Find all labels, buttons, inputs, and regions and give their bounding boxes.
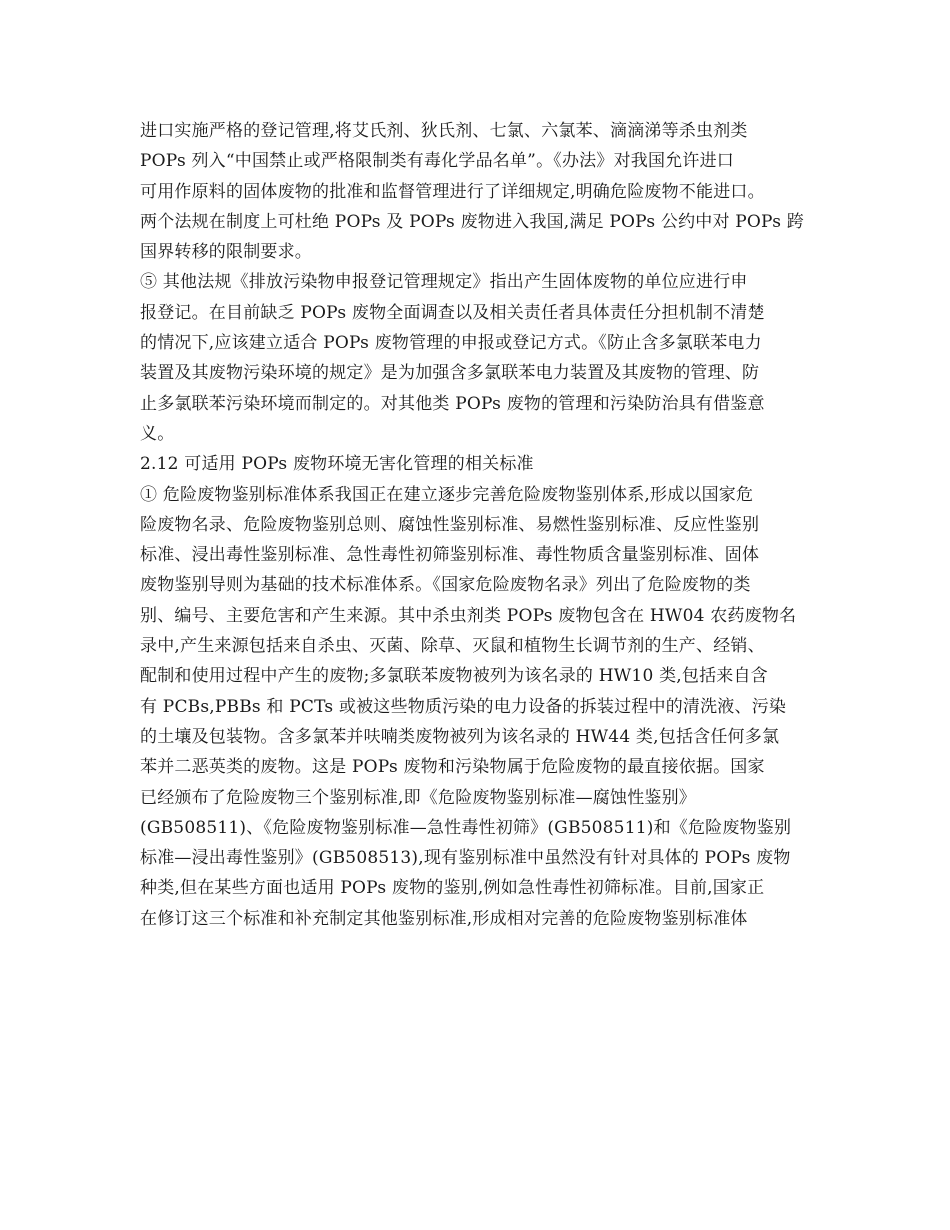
text-line: 苯并二恶英类的废物。这是 POPs 废物和污染物属于危险废物的最直接依据。国家 [140,757,765,778]
text-line: 进口实施严格的登记管理,将艾氏剂、狄氏剂、七氯、六氯苯、滴滴涕等杀虫剂类 [140,121,748,141]
text-line: 两个法规在制度上可杜绝 POPs 及 POPs 废物进入我国,满足 POPs 公约中对 POPs 跨 [140,211,804,232]
text-line: 标准—浸出毒性鉴别》(GB508513),现有鉴别标准中虽然没有针对具体的 POPs 废物 [140,848,791,869]
text-line: 的情况下,应该建立适合 POPs 废物管理的申报或登记方式。《防止含多氯联苯电力 [140,333,762,354]
text-line: 装置及其废物污染环境的规定》是为加强含多氯联苯电力装置及其废物的管理、防 [140,363,760,384]
text-line: 录中,产生来源包括来自杀虫、灭菌、除草、灭鼠和植物生长调节剂的生产、经销、 [140,636,765,657]
subsection-1-heading-line: ① 危险废物鉴别标准体系我国正在建立逐步完善危险废物鉴别体系,形成以国家危 [140,484,754,505]
text-line: 标准、浸出毒性鉴别标准、急性毒性初筛鉴别标准、毒性物质含量鉴别标准、固体 [140,545,760,566]
text-line: (GB508511)、《危险废物鉴别标准—急性毒性初筛》(GB508511)和《危险废物鉴别 [140,817,792,838]
text-line: 废物鉴别导则为基础的技术标准体系。《国家危险废物名录》列出了危险废物的类 [140,575,751,596]
text-line: 国界转移的限制要求。 [140,242,312,263]
text-line: 险废物名录、危险废物鉴别总则、腐蚀性鉴别标准、易燃性鉴别标准、反应性鉴别 [140,514,760,535]
section-heading-2-12: 2.12 可适用 POPs 废物环境无害化管理的相关标准 [140,454,534,475]
text-line: 有 PCBs,PBBs 和 PCTs 或被这些物质污染的电力设备的拆装过程中的清洗液、污染 [140,696,787,717]
text-line: 可用作原料的固体废物的批准和监督管理进行了详细规定,明确危险废物不能进口。 [140,181,765,202]
document-body [140,116,830,934]
text-line: 别、编号、主要危害和产生来源。其中杀虫剂类 POPs 废物包含在 HW04 农药废物名 [140,605,797,626]
text-line: 止多氯联苯污染环境而制定的。对其他类 POPs 废物的管理和污染防治具有借鉴意 [140,393,765,414]
text-line: POPs 列入“中国禁止或严格限制类有毒化学品名单”。《办法》对我国允许进口 [140,151,734,172]
text-line: 在修订这三个标准和补充制定其他鉴别标准,形成相对完善的危险废物鉴别标准体 [140,908,748,929]
text-line: 种类,但在某些方面也适用 POPs 废物的鉴别,例如急性毒性初筛标准。目前,国家正 [140,878,765,899]
text-line: 报登记。在目前缺乏 POPs 废物全面调查以及相关责任者具体责任分担机制不清楚 [140,302,765,323]
text-line: 已经颁布了危险废物三个鉴别标准,即《危险废物鉴别标准—腐蚀性鉴别》 [140,787,697,808]
section-5-heading-line: ⑤ 其他法规《排放污染物申报登记管理规定》指出产生固体废物的单位应进行申 [140,272,748,293]
text-line: 配制和使用过程中产生的废物;多氯联苯废物被列为该名录的 HW10 类,包括来自含 [140,666,768,687]
text-line: 义。 [140,423,175,444]
text-line: 的土壤及包装物。含多氯苯并呋喃类废物被列为该名录的 HW44 类,包括含任何多氯 [140,726,780,747]
